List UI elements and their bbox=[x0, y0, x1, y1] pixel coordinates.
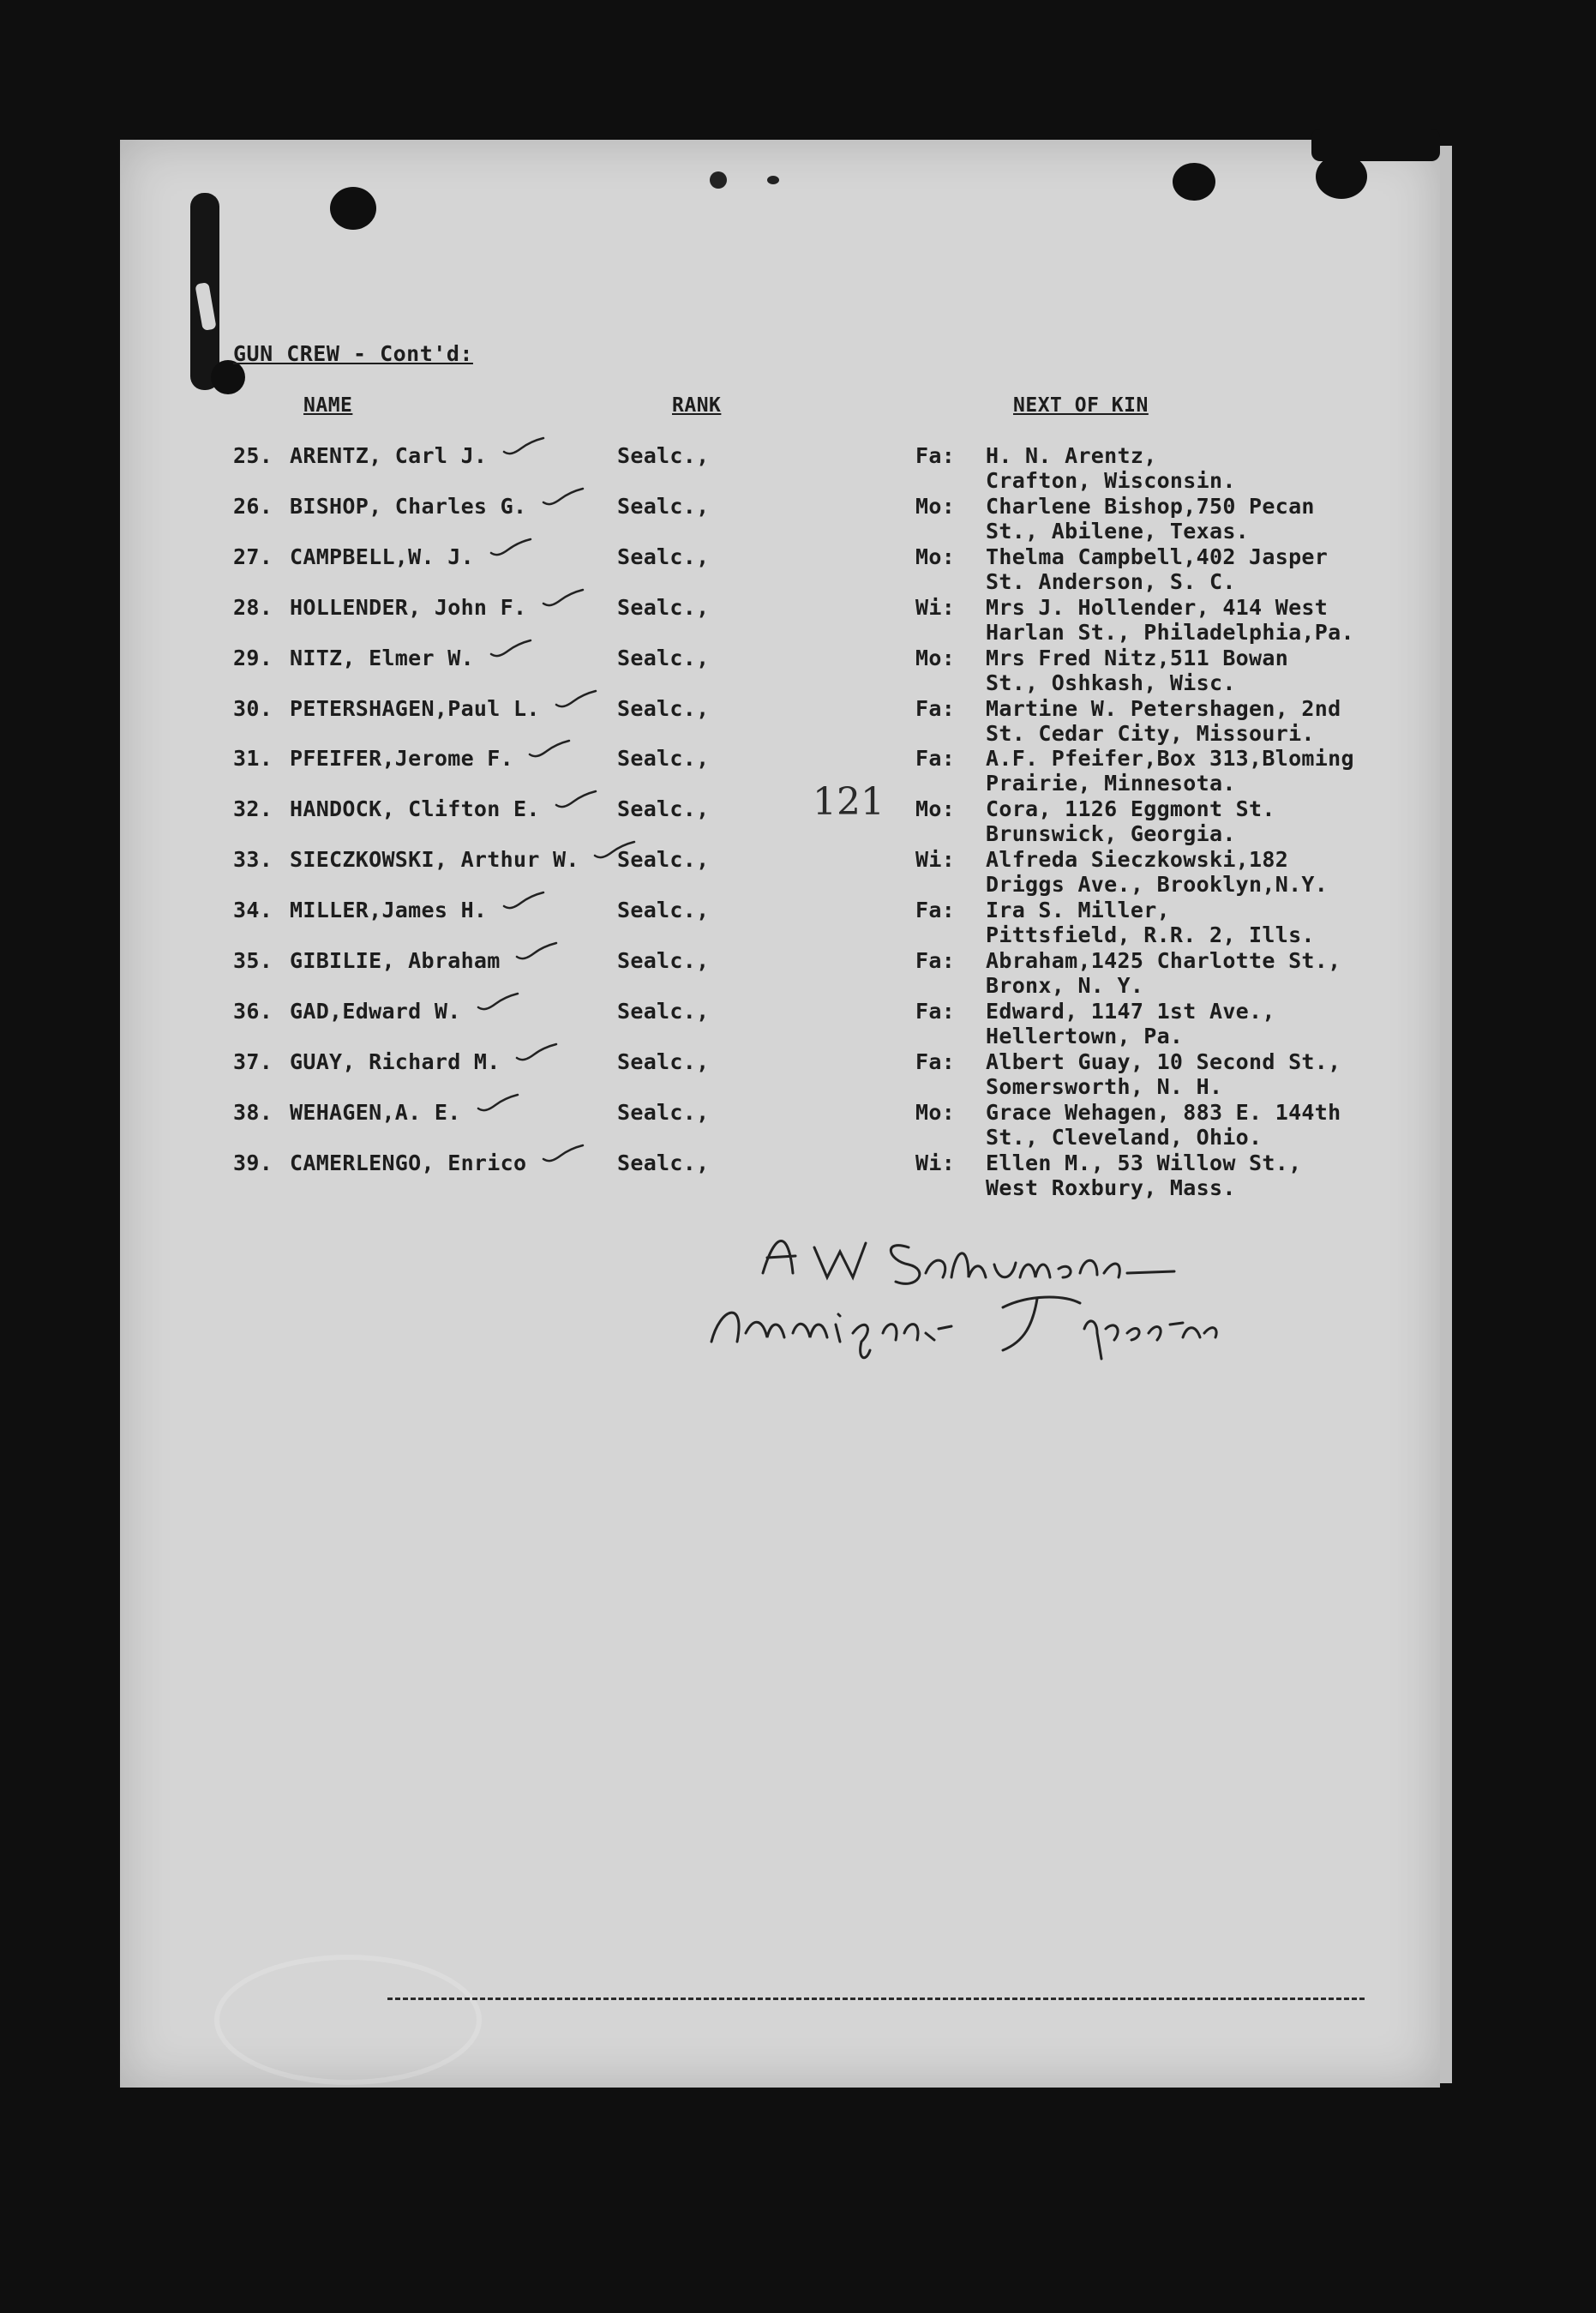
kin-line-2: Hellertown, Pa. bbox=[986, 1023, 1184, 1048]
dashed-rule bbox=[387, 1998, 1365, 2004]
ink-speck bbox=[710, 171, 727, 189]
crew-rank: Sealc., bbox=[617, 998, 710, 1024]
kin-line-2: Bronx, N. Y. bbox=[986, 973, 1144, 998]
crew-number: 27. bbox=[233, 544, 273, 569]
kin-relation: Fa: bbox=[915, 443, 956, 468]
punch-hole bbox=[1173, 163, 1215, 201]
kin-line-1: Grace Wehagen, 883 E. 144th bbox=[986, 1099, 1341, 1125]
kin-line-2: Brunswick, Georgia. bbox=[986, 821, 1236, 847]
kin-line-2: Harlan St., Philadelphia,Pa. bbox=[986, 619, 1354, 645]
next-of-kin bbox=[986, 1150, 1301, 1200]
crew-number: 37. bbox=[233, 1048, 273, 1074]
crew-number: 34. bbox=[233, 898, 273, 923]
paper-tear bbox=[1311, 129, 1440, 161]
crew-row bbox=[0, 948, 1596, 998]
check-mark-icon bbox=[591, 840, 636, 861]
kin-relation: Fa: bbox=[915, 948, 956, 973]
kin-line-1: Edward, 1147 1st Ave., bbox=[986, 998, 1275, 1024]
faded-stamp bbox=[214, 1955, 482, 2085]
crew-rank: Sealc., bbox=[617, 645, 710, 670]
kin-line-1: Abraham,1425 Charlotte St., bbox=[986, 948, 1341, 973]
crew-name: GUAY, Richard M. bbox=[290, 1048, 501, 1074]
kin-relation: Fa: bbox=[915, 695, 956, 721]
kin-line-2: West Roxbury, Mass. bbox=[986, 1175, 1236, 1200]
next-of-kin bbox=[986, 494, 1315, 544]
crew-number: 33. bbox=[233, 847, 273, 873]
next-of-kin bbox=[986, 646, 1288, 695]
kin-line-2: Driggs Ave., Brooklyn,N.Y. bbox=[986, 872, 1329, 898]
crew-number: 26. bbox=[233, 493, 273, 519]
kin-relation: Wi: bbox=[915, 847, 956, 873]
crew-name: PETERSHAGEN,Paul L. bbox=[290, 695, 540, 721]
check-mark-icon bbox=[501, 436, 545, 457]
kin-relation: Mo: bbox=[915, 544, 956, 569]
crew-name: MILLER,James H. bbox=[290, 898, 488, 923]
check-mark-icon bbox=[475, 992, 519, 1012]
check-mark-icon bbox=[540, 487, 585, 508]
crew-row bbox=[0, 999, 1596, 1048]
check-mark-icon bbox=[540, 1144, 585, 1164]
crew-name: GAD,Edward W. bbox=[290, 998, 461, 1024]
inspector-signature bbox=[694, 1213, 1294, 1367]
punch-hole bbox=[330, 187, 376, 230]
crew-name: PFEIFER,Jerome F. bbox=[290, 746, 513, 772]
check-mark-icon bbox=[513, 1042, 558, 1063]
check-mark-icon bbox=[513, 941, 558, 962]
kin-relation: Fa: bbox=[915, 998, 956, 1024]
kin-line-2: Pittsfield, R.R. 2, Ills. bbox=[986, 922, 1315, 948]
next-of-kin bbox=[986, 999, 1275, 1048]
crew-name: GIBILIE, Abraham bbox=[290, 948, 501, 973]
kin-line-1: Alfreda Sieczkowski,182 bbox=[986, 847, 1289, 873]
crew-row bbox=[0, 1049, 1596, 1099]
crew-row bbox=[0, 1100, 1596, 1150]
kin-line-1: Thelma Campbell,402 Jasper bbox=[986, 544, 1329, 569]
crew-name: NITZ, Elmer W. bbox=[290, 645, 474, 670]
kin-line-1: Mrs Fred Nitz,511 Bowan bbox=[986, 645, 1289, 670]
kin-line-1: Mrs J. Hollender, 414 West bbox=[986, 594, 1329, 620]
crew-row bbox=[0, 847, 1596, 897]
kin-line-1: Charlene Bishop,750 Pecan bbox=[986, 493, 1315, 519]
crew-rank: Sealc., bbox=[617, 594, 710, 620]
crew-row bbox=[0, 696, 1596, 746]
next-of-kin bbox=[986, 746, 1354, 796]
crew-rank: Sealc., bbox=[617, 443, 710, 468]
crew-name: WEHAGEN,A. E. bbox=[290, 1099, 461, 1125]
check-mark-icon bbox=[553, 689, 597, 710]
crew-name: HANDOCK, Clifton E. bbox=[290, 796, 540, 822]
crew-row bbox=[0, 898, 1596, 947]
next-of-kin bbox=[986, 1100, 1341, 1150]
kin-line-2: St., Cleveland, Ohio. bbox=[986, 1124, 1263, 1150]
crew-row bbox=[0, 796, 1596, 846]
crew-row bbox=[0, 544, 1596, 594]
crew-name: CAMERLENGO, Enrico bbox=[290, 1150, 527, 1175]
next-of-kin bbox=[986, 948, 1341, 998]
kin-line-1: Ellen M., 53 Willow St., bbox=[986, 1150, 1302, 1175]
column-header-rank: RANK bbox=[672, 394, 722, 417]
crew-number: 28. bbox=[233, 594, 273, 620]
kin-line-1: Ira S. Miller, bbox=[986, 898, 1170, 923]
crew-name: ARENTZ, Carl J. bbox=[290, 443, 488, 468]
kin-line-2: St., Oshkash, Wisc. bbox=[986, 670, 1236, 695]
kin-line-2: St. Cedar City, Missouri. bbox=[986, 720, 1315, 746]
kin-line-1: Albert Guay, 10 Second St., bbox=[986, 1048, 1341, 1074]
next-of-kin bbox=[986, 796, 1275, 846]
crew-number: 38. bbox=[233, 1099, 273, 1125]
crew-rank: Sealc., bbox=[617, 796, 710, 822]
section-heading: GUN CREW - Cont'd: bbox=[233, 341, 473, 366]
crew-rank: Sealc., bbox=[617, 1099, 710, 1125]
crew-number: 31. bbox=[233, 746, 273, 772]
crew-row bbox=[0, 595, 1596, 645]
kin-relation: Mo: bbox=[915, 645, 956, 670]
crew-row bbox=[0, 1150, 1596, 1200]
kin-relation: Fa: bbox=[915, 898, 956, 923]
kin-relation: Fa: bbox=[915, 746, 956, 772]
kin-relation: Wi: bbox=[915, 1150, 956, 1175]
kin-line-1: A.F. Pfeifer,Box 313,Bloming bbox=[986, 746, 1354, 772]
check-mark-icon bbox=[553, 790, 597, 810]
next-of-kin bbox=[986, 696, 1341, 746]
crew-row bbox=[0, 746, 1596, 796]
crew-rank: Sealc., bbox=[617, 746, 710, 772]
kin-relation: Mo: bbox=[915, 796, 956, 822]
crew-row bbox=[0, 443, 1596, 493]
check-mark-icon bbox=[488, 538, 532, 558]
check-mark-icon bbox=[488, 639, 532, 659]
column-header-name: NAME bbox=[303, 394, 353, 417]
kin-line-1: H. N. Arentz, bbox=[986, 443, 1157, 468]
crew-row bbox=[0, 646, 1596, 695]
crew-rank: Sealc., bbox=[617, 493, 710, 519]
kin-line-2: Prairie, Minnesota. bbox=[986, 771, 1236, 796]
kin-relation: Mo: bbox=[915, 1099, 956, 1125]
next-of-kin bbox=[986, 443, 1236, 493]
crew-number: 36. bbox=[233, 998, 273, 1024]
next-of-kin bbox=[986, 595, 1354, 645]
crew-number: 30. bbox=[233, 695, 273, 721]
crew-row bbox=[0, 494, 1596, 544]
kin-line-1: Cora, 1126 Eggmont St. bbox=[986, 796, 1275, 822]
crew-rank: Sealc., bbox=[617, 847, 710, 873]
crew-number: 29. bbox=[233, 645, 273, 670]
next-of-kin bbox=[986, 847, 1328, 897]
crew-rank: Sealc., bbox=[617, 948, 710, 973]
crew-name: CAMPBELL,W. J. bbox=[290, 544, 474, 569]
crew-number: 35. bbox=[233, 948, 273, 973]
crew-rank: Sealc., bbox=[617, 898, 710, 923]
next-of-kin bbox=[986, 898, 1315, 947]
check-mark-icon bbox=[540, 588, 585, 609]
page-number: 121 bbox=[813, 780, 885, 824]
kin-line-2: St., Abilene, Texas. bbox=[986, 518, 1250, 544]
crew-number: 39. bbox=[233, 1150, 273, 1175]
crew-number: 32. bbox=[233, 796, 273, 822]
kin-line-1: Martine W. Petershagen, 2nd bbox=[986, 695, 1341, 721]
crew-rank: Sealc., bbox=[617, 1150, 710, 1175]
kin-relation: Fa: bbox=[915, 1048, 956, 1074]
ink-speck bbox=[767, 176, 779, 184]
crew-rank: Sealc., bbox=[617, 695, 710, 721]
kin-line-2: St. Anderson, S. C. bbox=[986, 568, 1236, 594]
crew-name: BISHOP, Charles G. bbox=[290, 493, 527, 519]
kin-line-2: Somersworth, N. H. bbox=[986, 1073, 1223, 1099]
check-mark-icon bbox=[501, 891, 545, 911]
check-mark-icon bbox=[475, 1093, 519, 1114]
next-of-kin bbox=[986, 544, 1328, 594]
crew-name: SIECZKOWSKI, Arthur W. bbox=[290, 847, 579, 873]
check-mark-icon bbox=[526, 739, 571, 760]
next-of-kin bbox=[986, 1049, 1341, 1099]
kin-relation: Wi: bbox=[915, 594, 956, 620]
kin-line-2: Crafton, Wisconsin. bbox=[986, 468, 1236, 493]
crew-number: 25. bbox=[233, 443, 273, 468]
crew-rank: Sealc., bbox=[617, 1048, 710, 1074]
kin-relation: Mo: bbox=[915, 493, 956, 519]
column-header-kin: NEXT OF KIN bbox=[1013, 394, 1149, 417]
crew-rank: Sealc., bbox=[617, 544, 710, 569]
crew-name: HOLLENDER, John F. bbox=[290, 594, 527, 620]
